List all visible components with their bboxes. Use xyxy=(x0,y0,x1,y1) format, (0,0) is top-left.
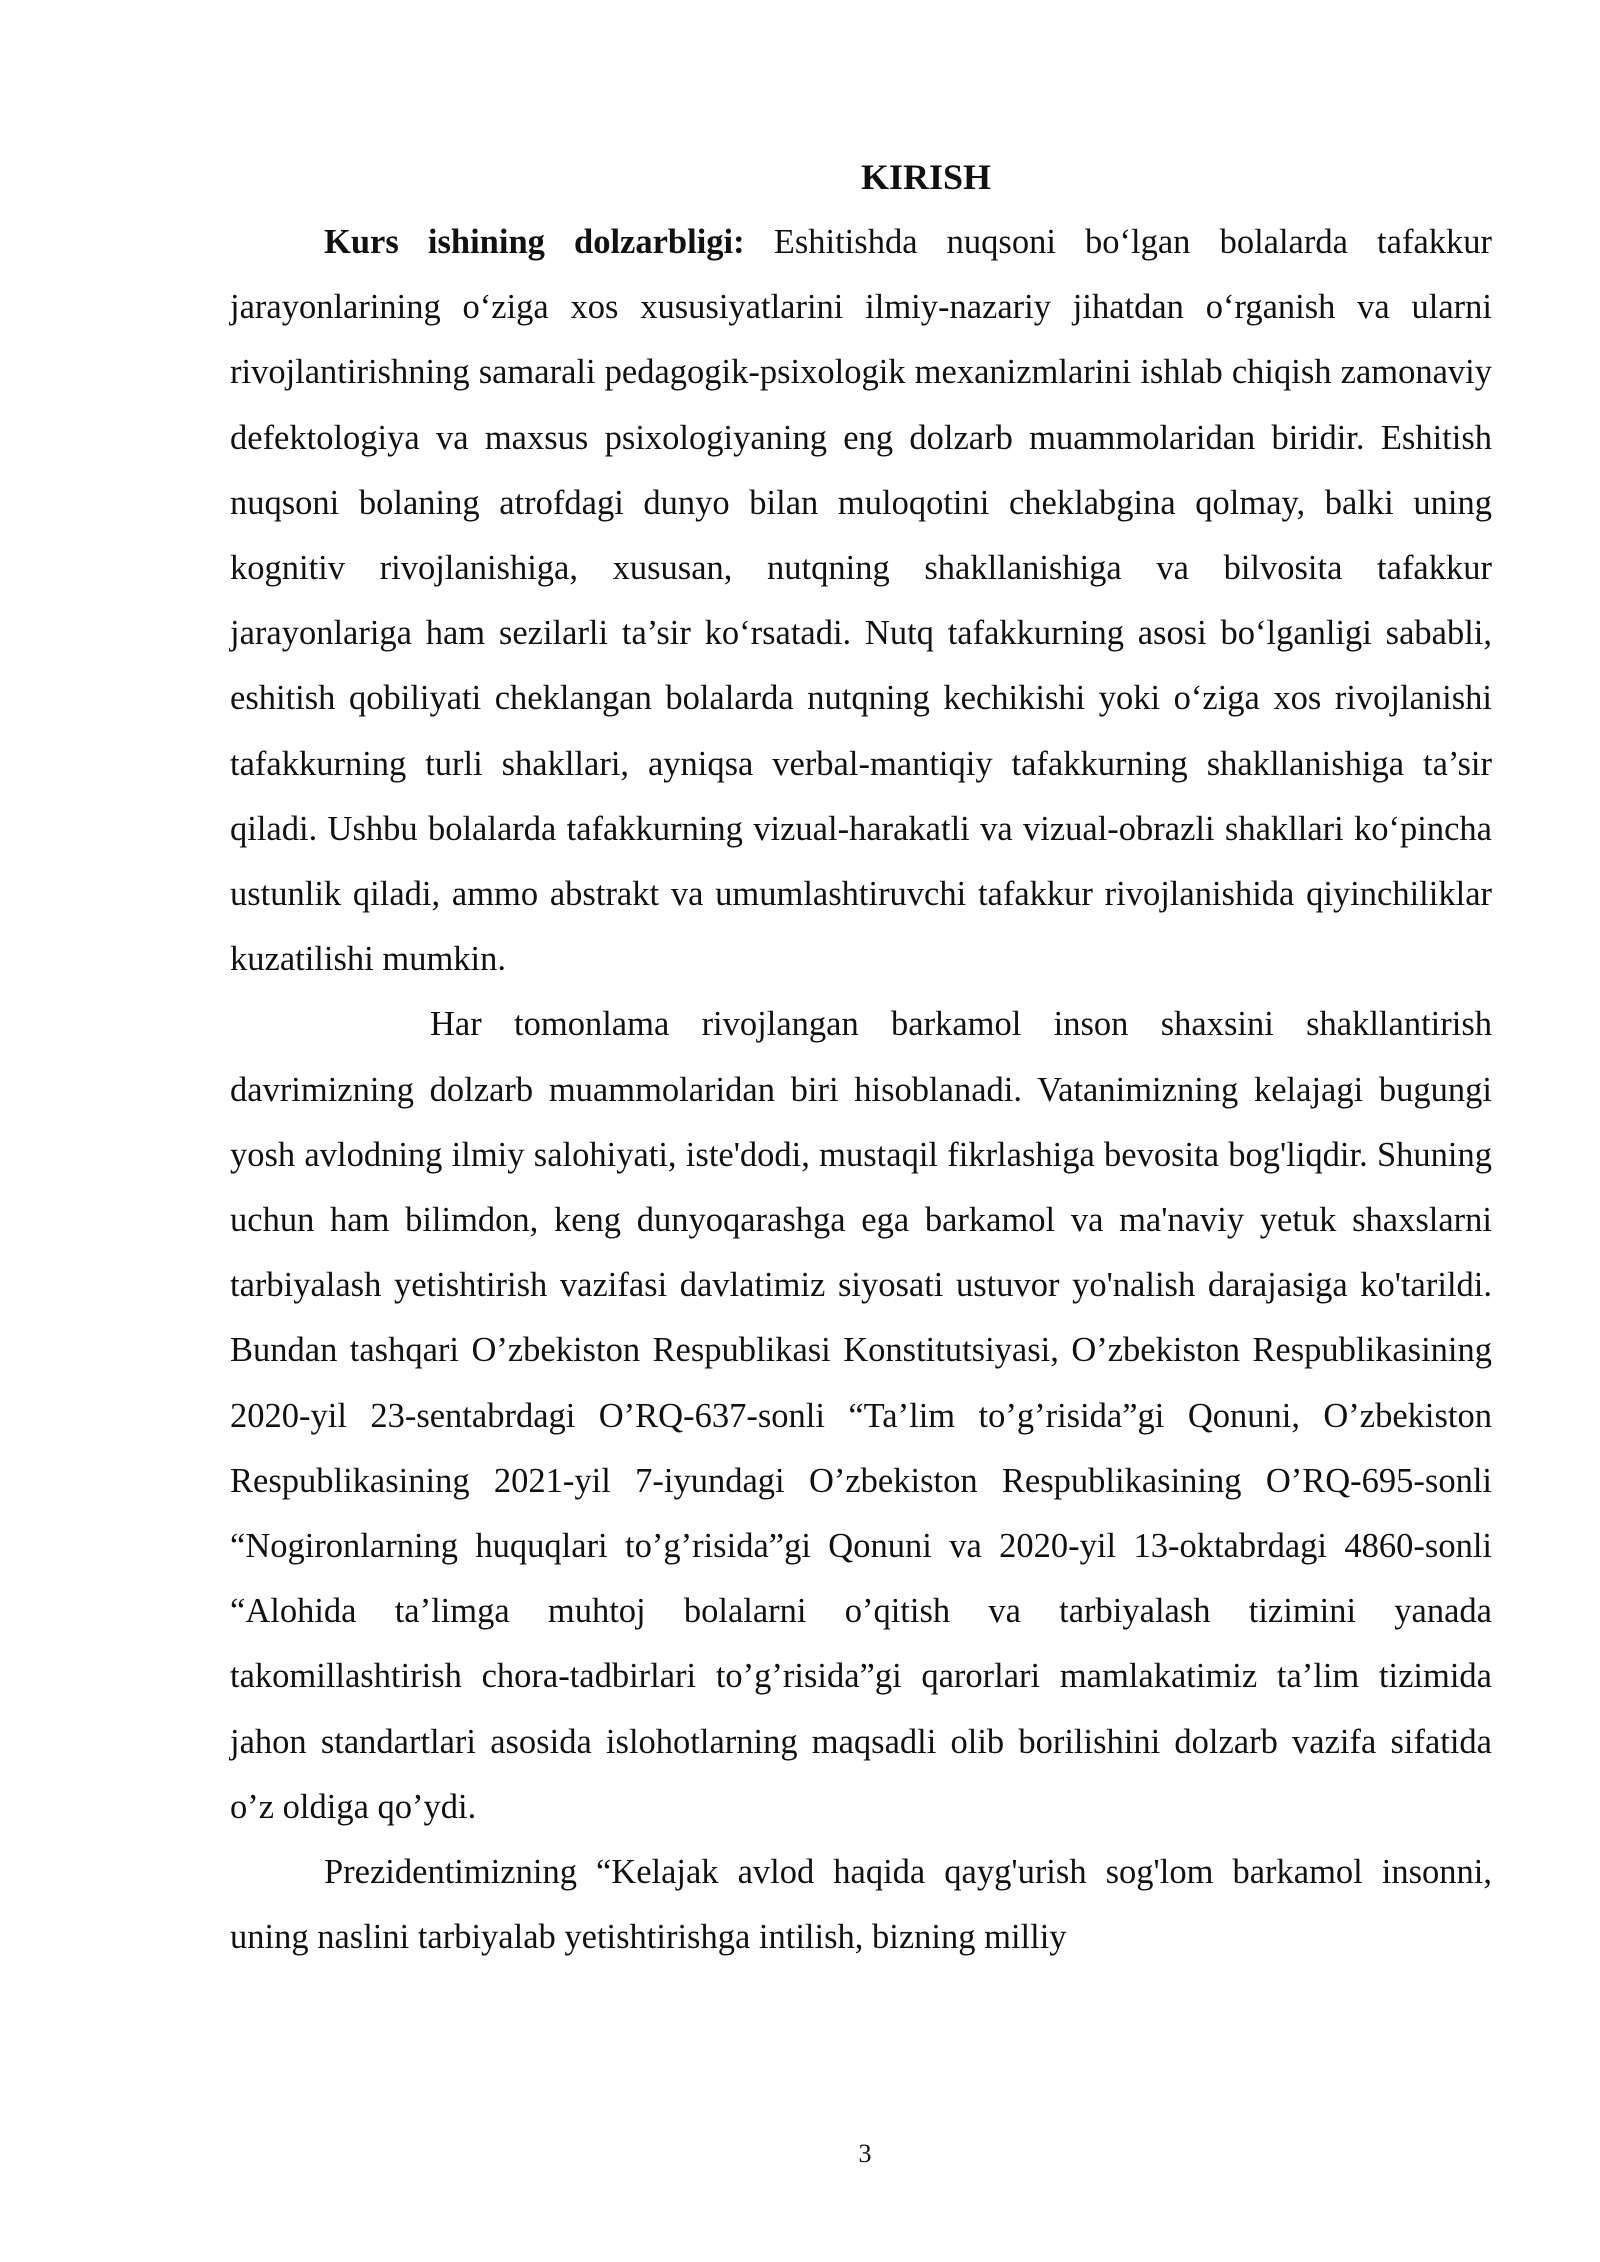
paragraph-president: Prezidentimizning “Kelajak avlod haqida qayg'urish sog'lom barkamol insonni, uning naslini tarbiyalab yetishtirishga intilish, bizning milliy xyxy=(230,1853,1492,1957)
page-number: 3 xyxy=(858,2139,872,2168)
paragraph-relevance xyxy=(230,210,1492,992)
section-heading: KIRISH xyxy=(860,157,992,197)
paragraph-development: Har tomonlama rivojlangan barkamol inson shaxsini shakllantirish davrimizning dolzarb muammolaridan biri hisoblanadi. Vatanimizning kelajagi bugungi yosh avlodning ilmiy salohiyati, iste'dodi, mustaqil fikrlashiga bevosita bog'liqdir. Shuning uchun ham bilimdon, keng dunyoqarashga ega barkamol va ma'naviy yetuk shaxslarni tarbiyalash yetishtirish vazifasi davlatimiz siyosati ustuvor yo'nalish darajasiga ko'tarildi. Bundan tashqari O’zbekiston Respublikasi Konstitutsiyasi, O’zbekiston Respublikasining 2020-yil 23-sentabrdagi O’RQ-637-sonli “Ta’lim to’g’risida”gi Qonuni, O’zbekiston Respublikasining 2021-yil 7-iyundagi O’zbekiston Respublikasining O’RQ-695-sonli “Nogironlarning huquqlari to’g’risida”gi Qonuni va 2020-yil 13-oktabrdagi 4860-sonli “Alohida ta’limga muhtoj bolalarni o’qitish va tarbiyalash tizimini yanada takomillashtirish chora-tadbirlari to’g’risida”gi qarorlari mamlakatimiz ta’lim tizimida jahon standartlari asosida islohotlarning maqsadli olib borilishini dolzarb vazifa sifatida o’z oldiga qo’ydi. xyxy=(230,1005,1492,1826)
page-content xyxy=(230,145,1492,1970)
paragraph-relevance-text: Eshitishda nuqsoni bo‘lgan bolalarda tafakkur jarayonlarining o‘ziga xos xususiyatlarini ilmiy-nazariy jihatdan o‘rganish va ularni rivojlantirishning samarali pedagogik-psixologik mexanizmlarini ishlab chiqish zamonaviy defektologiya va maxsus psixologiyaning eng dolzarb muammolaridan biridir. Eshitish nuqsoni bolaning atrofdagi dunyo bilan muloqotini cheklabgina qolmay, balki uning kognitiv rivojlanishiga, xususan, nutqning shakllanishiga va bilvosita tafakkur jarayonlariga ham sezilarli ta’sir ko‘rsatadi. Nutq tafakkurning asosi bo‘lganligi sababli, eshitish qobiliyati cheklangan bolalarda nutqning kechikishi yoki o‘ziga xos rivojlanishi tafakkurning turli shakllari, ayniqsa verbal-mantiqiy tafakkurning shakllanishiga ta’sir qiladi. Ushbu bolalarda tafakkurning vizual-harakatli va vizual-obrazli shakllari ko‘pincha ustunlik qiladi, ammo abstrakt va umumlashtiruvchi tafakkur rivojlanishida qiyinchiliklar kuzatilishi mumkin. xyxy=(230,223,1492,979)
paragraph-lead: Kurs ishining dolzarbligi: xyxy=(324,223,745,261)
